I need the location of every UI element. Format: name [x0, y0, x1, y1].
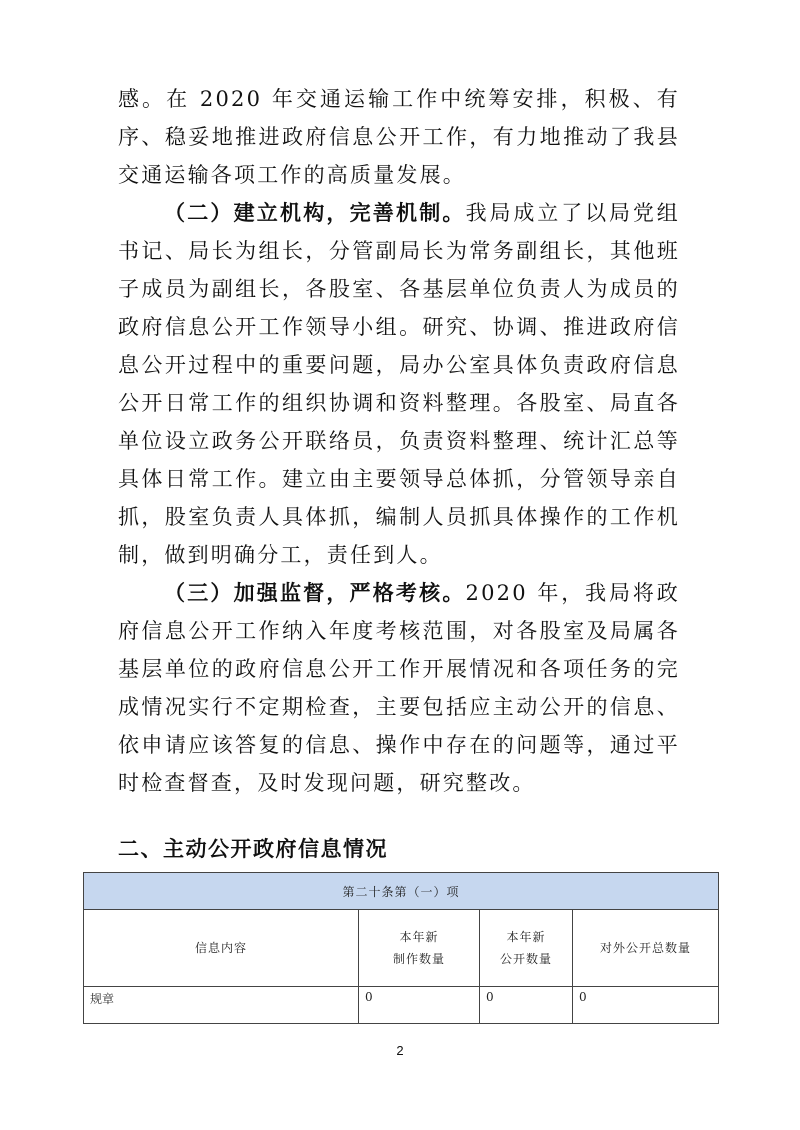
- paragraph-organization-body: 我局成立了以局党组书记、局长为组长，分管副局长为常务副组长，其他班子成员为副组长，各股室、各基层单位负责人为成员的政府信息公开工作领导小组。研究、协调、推进政府信息公开过程中的重要问题，局办公室具体负责政府信息公开日常工作的组织协调和资料整理。各股室、局直各单位设立政务公开联络员，负责资料整理、统计汇总等具体日常工作。建立由主要领导总体抓，分管领导亲自抓，股室负责人具体抓，编制人员抓具体操作的工作机制，做到明确分工，责任到人。: [118, 201, 680, 567]
- paragraph-supervision-body: 2020 年，我局将政府信息公开工作纳入年度考核范围，对各股室及局属各基层单位的政府信息公开工作开展情况和各项任务的完成情况实行不定期检查，主要包括应主动公开的信息、依申请应该答复的信息、操作中存在的问题等，通过平时检查督查，及时发现问题，研究整改。: [118, 581, 680, 795]
- column-header-made: [359, 910, 480, 987]
- section-heading: 二、主动公开政府信息情况: [118, 837, 388, 861]
- column-header-published-line2: 公开数量: [499, 952, 552, 966]
- page-number: 2: [396, 1043, 404, 1058]
- cell-content: 规章: [84, 987, 359, 1024]
- column-header-total: 对外公开总数量: [573, 910, 719, 987]
- table-header-row: [84, 910, 719, 987]
- column-header-published: [480, 910, 573, 987]
- table-title-row: [84, 873, 719, 910]
- cell-published: 0: [480, 987, 573, 1024]
- column-header-made-line1: 本年新: [399, 930, 439, 944]
- table-row: [84, 987, 719, 1024]
- paragraph-continuation: 感。在 2020 年交通运输工作中统筹安排，积极、有序、稳妥地推进政府信息公开工作，有力地推动了我县交通运输各项工作的高质量发展。: [118, 87, 680, 187]
- table-title: 第二十条第（一）项: [84, 873, 719, 910]
- paragraph-organization-heading: （二）建立机构，完善机制。: [164, 201, 466, 225]
- paragraph-organization: [118, 194, 680, 574]
- paragraph-supervision-heading: （三）加强监督，严格考核。: [164, 581, 466, 605]
- cell-made: 0: [359, 987, 480, 1024]
- info-table: [83, 872, 719, 1024]
- column-header-made-line2: 制作数量: [392, 952, 445, 966]
- paragraph-supervision: [118, 574, 680, 802]
- cell-total: 0: [573, 987, 719, 1024]
- column-header-content: 信息内容: [84, 910, 359, 987]
- column-header-published-line1: 本年新: [506, 930, 546, 944]
